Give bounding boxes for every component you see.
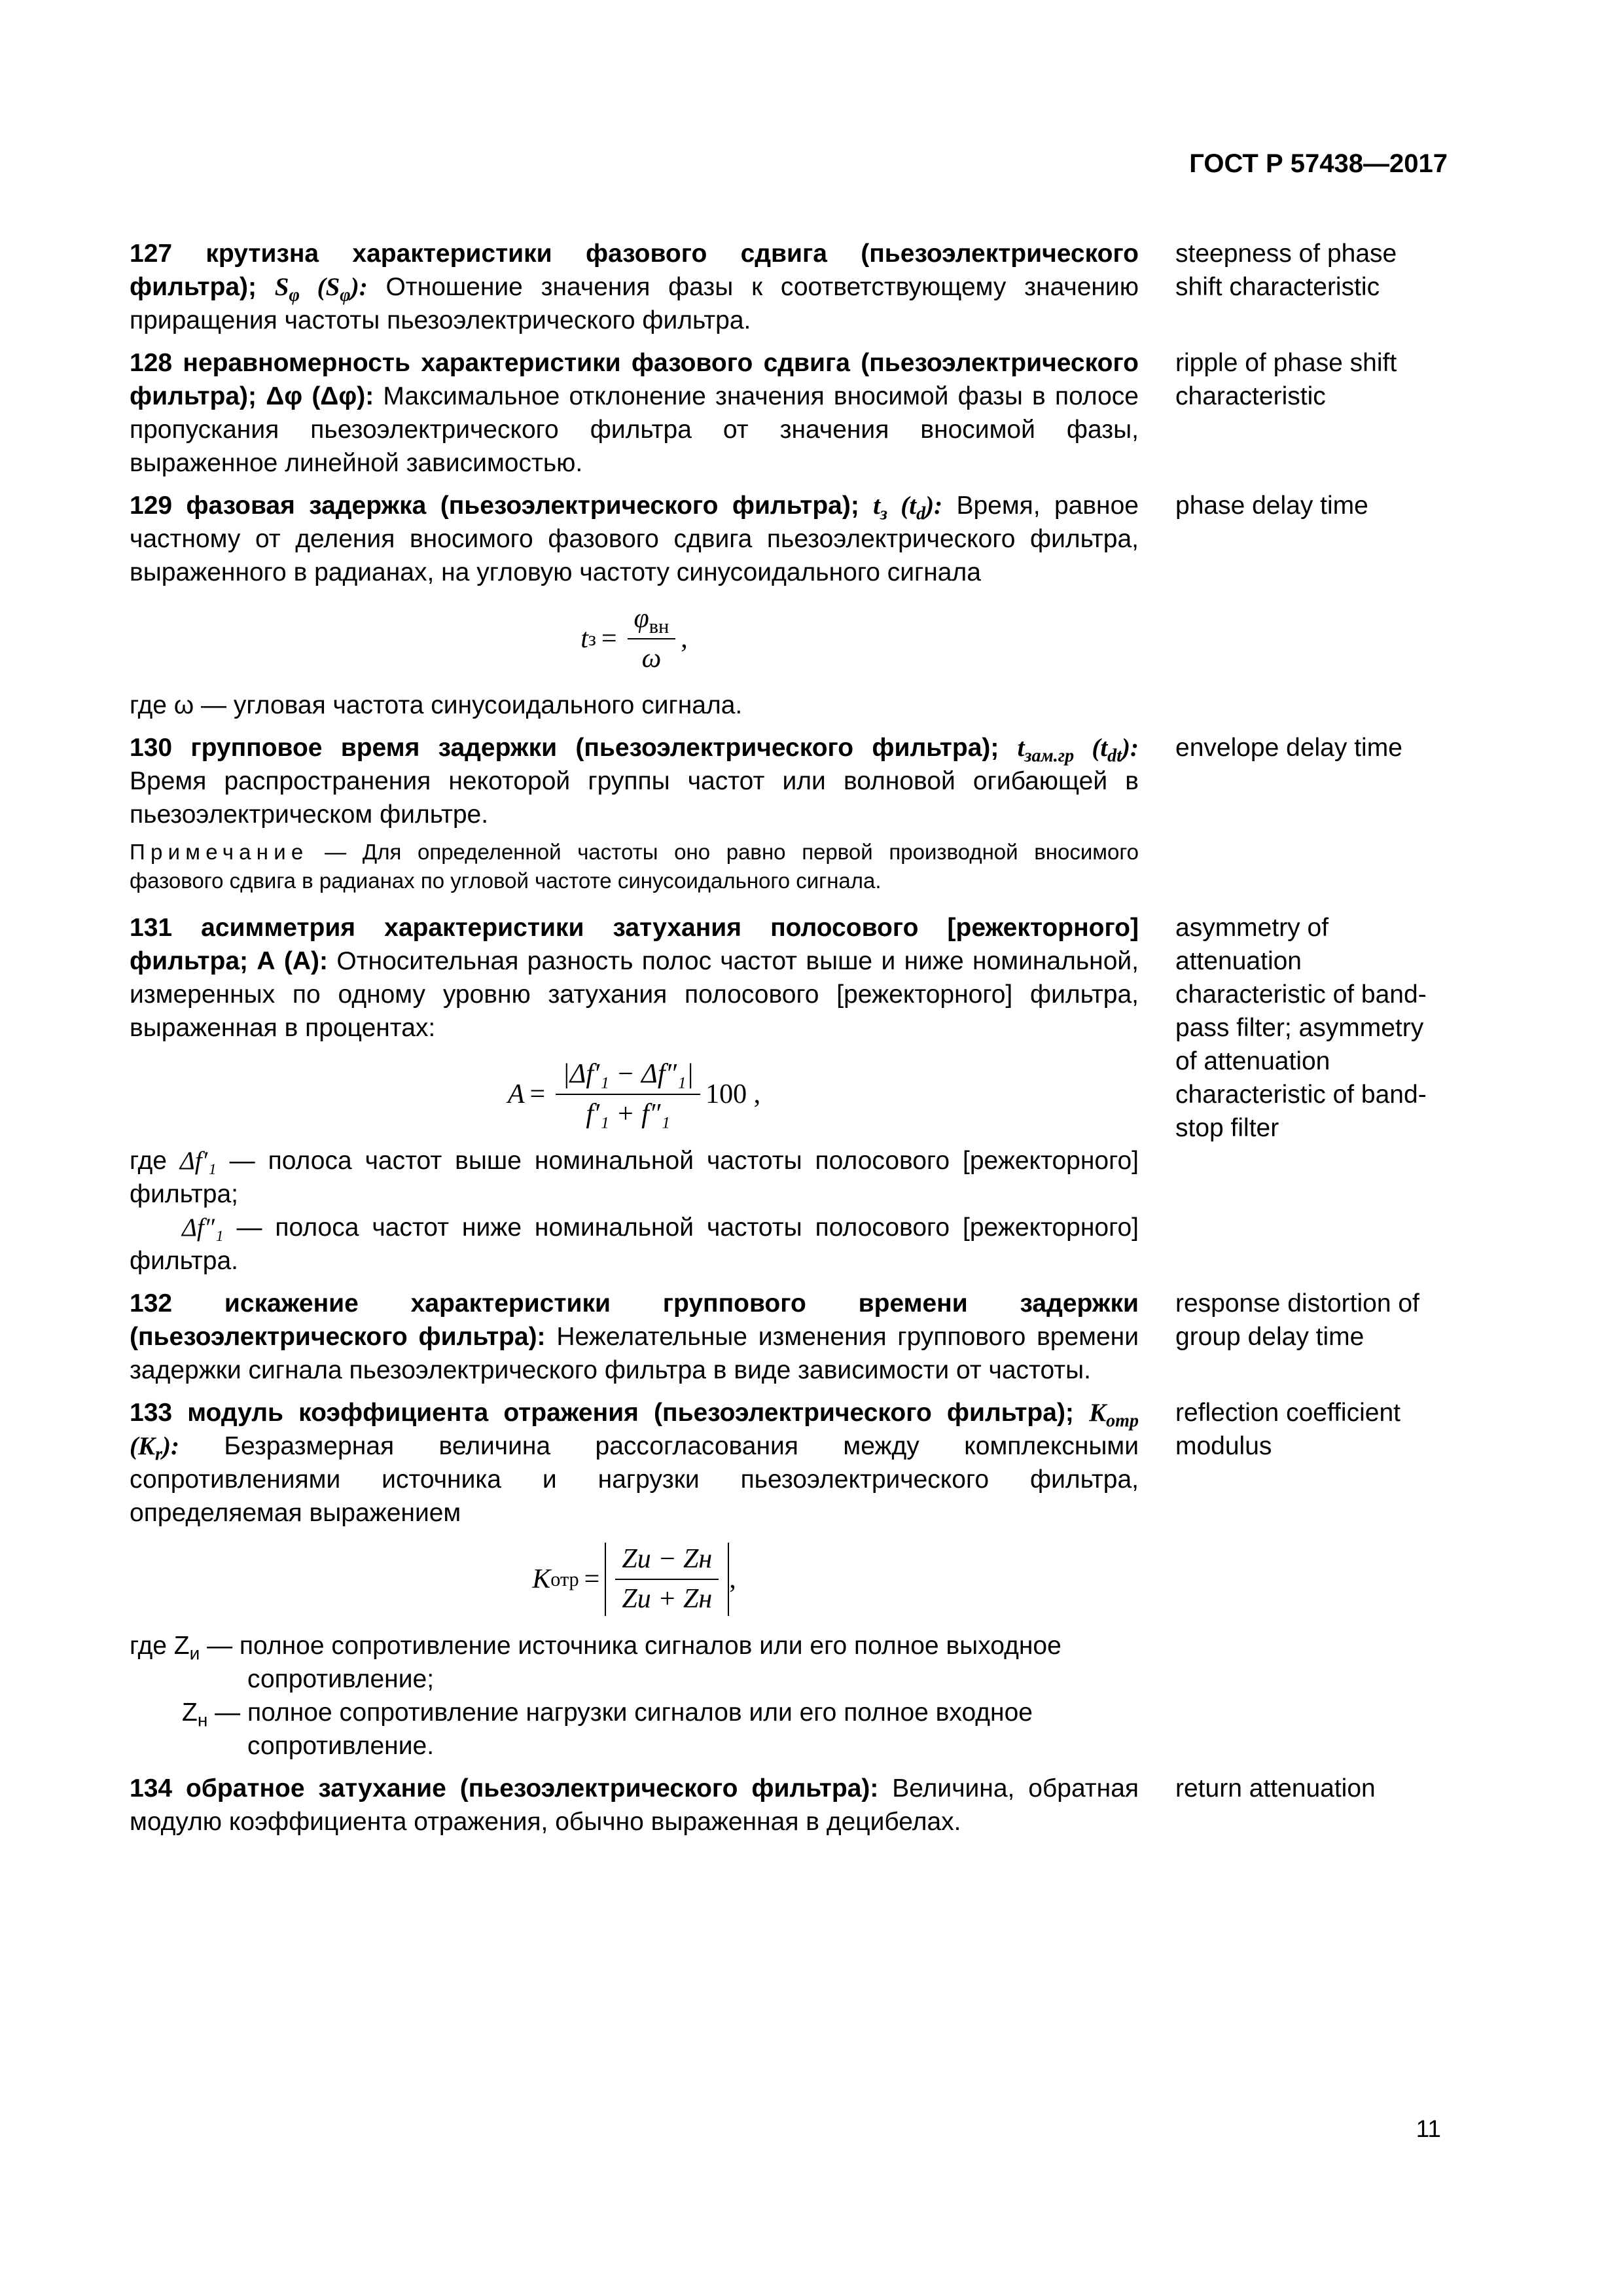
english-term: return attenuation xyxy=(1175,1774,1376,1803)
formula-reflection: K отр = $\frac{Zи - Zн}{Zи + Zн}$ , xyxy=(130,1543,1139,1616)
formula-explanation: где ω — угловая частота синусоидального сигнала. xyxy=(130,691,743,719)
term-definition: Отношение значения фазы к соответствующему значению приращения частоты пьезоэлектрического фильтра. xyxy=(130,273,1139,334)
term-title: 127 крутизна характеристики фазового сдвига (пьезоэлектрического фильтра); xyxy=(130,240,1139,301)
english-term: reflection coefficient modulus xyxy=(1175,1399,1400,1460)
english-term: phase delay time xyxy=(1175,492,1368,520)
term-text xyxy=(130,237,1139,337)
formula-explanation: где $Z_и$ — полное сопротивление источника сигналов или его полное выходное xyxy=(130,1632,1061,1664)
term-entry-128 xyxy=(130,346,1452,480)
term-definition: Безразмерная величина рассогласования между комплексными сопротивлениями источника и нагрузки пьезоэлектрического фильтра, определяемая выражением xyxy=(130,1432,1139,1527)
formula-explanation: $Z_н$ — полное сопротивление нагрузки сигналов или его полное входное xyxy=(182,1698,1033,1731)
term-definition: Относительная разность полос частот выше и ниже номинальной, измеренных по одному уровню затухания полосового [режекторного] фильтра, выраженная в процентах: xyxy=(130,947,1139,1042)
term-text xyxy=(130,911,1139,1278)
term-text xyxy=(130,489,1139,589)
note-label: Примечание xyxy=(130,840,309,864)
term-entry-130 xyxy=(130,731,1452,902)
term-definition: Величина, обратная модулю коэффициента отражения, обычно выраженная в децибелах. xyxy=(130,1774,1139,1836)
note xyxy=(130,838,1139,895)
note-text: — Для определенной частоты оно равно первой производной вносимого фазового сдвига в радианах по угловой частоте синусоидального сигнала. xyxy=(130,840,1139,893)
term-entry-127 xyxy=(130,237,1452,337)
formula-explanation: Δf″₁ — полоса частот ниже номинальной частоты полосового [режекторного] фильтра. xyxy=(130,1213,1139,1275)
term-entry-129 xyxy=(130,489,1452,722)
term-text xyxy=(130,1287,1139,1387)
term-symbol: $t_з$ $(t_d)$: xyxy=(873,492,943,524)
term-title: 132 искажение характеристики группового времени задержки (пьезоэлектрического фильтра): xyxy=(130,1289,1139,1351)
formula-explanation-cont: сопротивление; xyxy=(247,1665,435,1693)
term-entry-131 xyxy=(130,911,1452,1278)
term-symbol: $t_{зам.гр}$ $(t_{dt})$: xyxy=(1017,734,1139,766)
term-definition: Время, равное частному от деления вносимого фазового сдвига пьезоэлектрического фильтра, выраженного в радианах, на угловую частоту синусоидального сигнала xyxy=(130,492,1139,586)
term-title: 134 обратное затухание (пьезоэлектрического фильтра): xyxy=(130,1774,879,1803)
term-definition: Нежелательные изменения группового времени задержки сигнала пьезоэлектрического фильтра в виде зависимости от частоты. xyxy=(130,1323,1139,1384)
page-number: 11 xyxy=(1416,2115,1441,2142)
term-symbol: $S_\varphi$ $(S_\varphi)$: xyxy=(274,273,368,306)
term-title: 130 групповое время задержки (пьезоэлектрического фильтра); xyxy=(130,734,1018,762)
term-title: 128 неравномерность характеристики фазового сдвига (пьезоэлектрического фильтра); Δφ (Δφ): xyxy=(130,349,1139,410)
term-title: 131 асимметрия характеристики затухания полосового [режекторного] фильтра; А (А): xyxy=(130,914,1139,975)
document-header: ГОСТ Р 57438—2017 xyxy=(1189,149,1448,178)
formula-explanation-cont: сопротивление. xyxy=(247,1732,435,1760)
formula-phase-delay: t з = $\frac{\varphi_{вн}}{\omega}$ , xyxy=(580,603,688,673)
term-definition: Время распространения некоторой группы частот или волновой огибающей в пьезоэлектрическом фильтре. xyxy=(130,767,1139,829)
term-text xyxy=(130,346,1139,480)
formula-explanation: где Δf′₁ — полоса частот выше номинальной частоты полосового [режекторного] фильтра; xyxy=(130,1147,1139,1208)
term-text xyxy=(130,1396,1139,1530)
formula-asymmetry: A = $\frac{\text{|Δf′₁ − Δf″₁|}}{\text{f′₁ + f″₁}}$ 100 , xyxy=(507,1059,761,1129)
english-term: ripple of phase shift characteristic xyxy=(1175,349,1397,410)
term-entry-132 xyxy=(130,1287,1452,1387)
english-term: envelope delay time xyxy=(1175,734,1402,762)
term-definition: Максимальное отклонение значения вносимой фазы в полосе пропускания пьезоэлектрического фильтра от значения вносимой фазы, выраженное линейной зависимостью. xyxy=(130,382,1139,477)
term-text xyxy=(130,1772,1139,1839)
terms-content xyxy=(130,237,1452,1848)
term-entry-134 xyxy=(130,1772,1452,1839)
english-term: steepness of phase shift characteristic xyxy=(1175,240,1397,301)
english-term: response distortion of group delay time xyxy=(1175,1289,1419,1351)
term-title: 133 модуль коэффициента отражения (пьезоэлектрического фильтра); xyxy=(130,1399,1090,1427)
term-symbol: $K_{отр}$ $(K_r)$: xyxy=(130,1399,1139,1465)
term-text xyxy=(130,731,1139,831)
term-title: 129 фазовая задержка (пьезоэлектрического фильтра); xyxy=(130,492,874,520)
english-term: asymmetry of attenuation characteristic of band-pass filter; asymmetry of attenuation characteristic of band-stop filter xyxy=(1175,914,1427,1142)
term-entry-133 xyxy=(130,1396,1452,1763)
